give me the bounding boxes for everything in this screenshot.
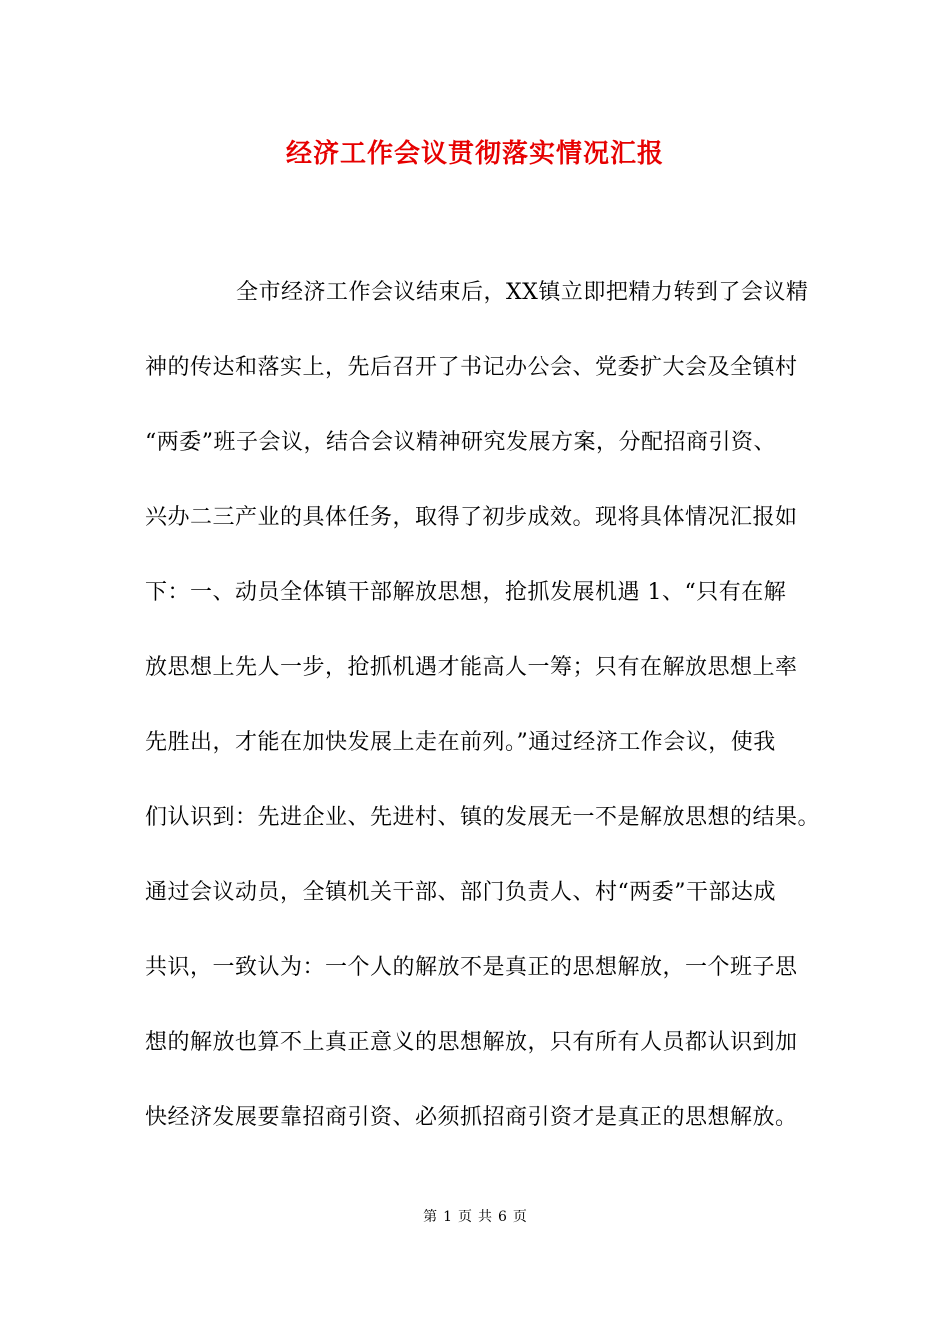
body-line: 先胜出，才能在加快发展上走在前列。”通过经济工作会议，使我: [145, 730, 776, 755]
footer-prefix: 第: [423, 1209, 438, 1225]
body-line: 兴办二三产业的具体任务，取得了初步成效。现将具体情况汇报如: [145, 505, 798, 530]
body-line: 通过会议动员，全镇机关干部、部门负责人、村“两委”干部达成: [145, 880, 776, 905]
footer-suffix: 页: [512, 1209, 527, 1225]
footer-page-number: 1: [443, 1209, 452, 1225]
body-line: 全市经济工作会议结束后，XX镇立即把精力转到了会议精: [236, 280, 809, 305]
footer-page-word: 页: [458, 1209, 472, 1225]
footer-total-pages: 6: [498, 1209, 507, 1225]
body-line: 共识，一致认为：一个人的解放不是真正的思想解放，一个班子思: [145, 955, 798, 980]
body-line: “两委”班子会议，结合会议精神研究发展方案，分配招商引资、: [145, 430, 776, 455]
body-line: 快经济发展要靠招商引资、必须抓招商引资才是真正的思想解放。: [145, 1105, 798, 1130]
body-line: 下：一、动员全体镇干部解放思想，抢抓发展机遇 1、“只有在解: [145, 580, 787, 605]
body-line: 放思想上先人一步，抢抓机遇才能高人一筹；只有在解放思想上率: [145, 655, 798, 680]
body-line: 神的传达和落实上，先后召开了书记办公会、党委扩大会及全镇村: [145, 355, 798, 380]
body-line: 们认识到：先进企业、先进村、镇的发展无一不是解放思想的结果。: [145, 805, 821, 830]
body-line: 想的解放也算不上真正意义的思想解放，只有所有人员都认识到加: [145, 1030, 798, 1055]
page-footer: [0, 1207, 950, 1227]
footer-total-word: 共: [478, 1209, 492, 1225]
document-title: 经济工作会议贯彻落实情况汇报: [285, 139, 664, 169]
